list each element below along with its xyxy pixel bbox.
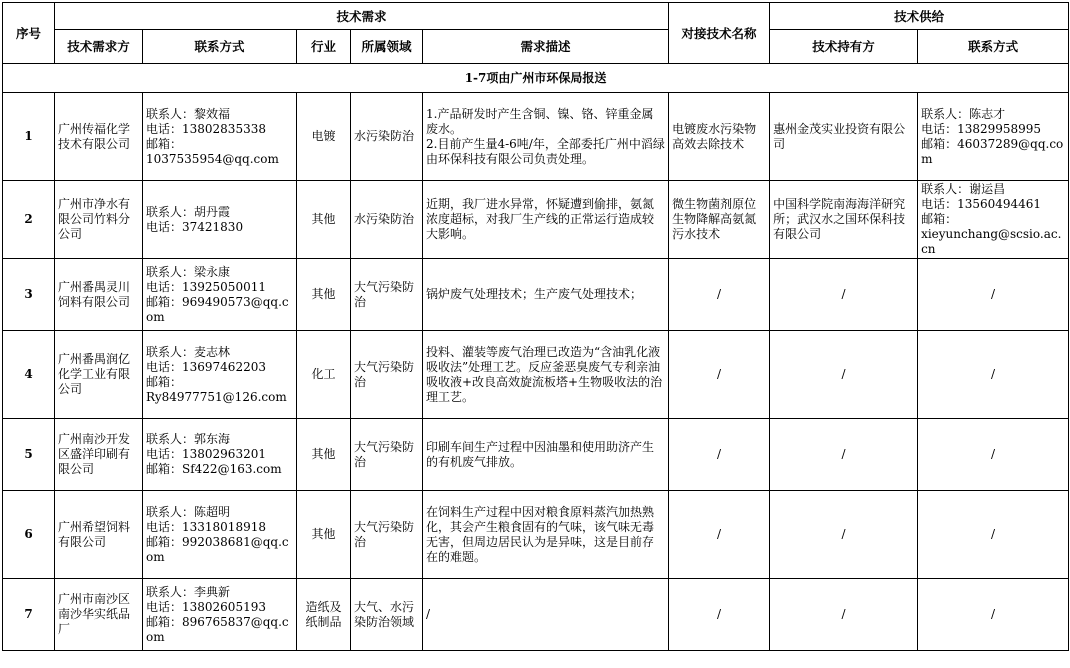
row-contact <box>143 331 297 419</box>
row-demander: 广州番禺润亿化学工业有限公司 <box>55 331 143 419</box>
row-holder: 中国科学院南海海洋研究所；武汉水之国环保科技有限公司 <box>770 181 918 259</box>
row-holder-contact-line: 电话：13560494461 <box>921 197 1042 211</box>
row-contact-line: 电话：13925050011 <box>146 279 266 294</box>
row-seq: 4 <box>3 331 55 419</box>
row-holder-contact-line: / <box>991 367 996 381</box>
row-holder-contact <box>918 181 1069 259</box>
row-description-line: 1.产品研发时产生含铜、镍、铬、锌重金属废水。 <box>426 106 654 136</box>
table-row <box>3 181 1069 259</box>
row-holder-contact-line: 联系人：陈志才 <box>921 106 1006 121</box>
row-holder-contact <box>918 579 1069 651</box>
row-description <box>423 331 669 419</box>
row-contact-line: 联系人：麦志林 <box>146 344 231 359</box>
row-matched-tech: / <box>669 331 770 419</box>
row-demander: 广州希望饲料有限公司 <box>55 491 143 579</box>
header-description: 需求描述 <box>423 30 669 64</box>
row-holder-contact-line: / <box>991 607 996 621</box>
row-holder: / <box>770 419 918 491</box>
row-matched-tech: / <box>669 491 770 579</box>
row-demander: 广州传福化学技术有限公司 <box>55 93 143 181</box>
row-contact-line: 邮箱：969490573@qq.com <box>146 294 289 324</box>
row-description-line: 在饲料生产过程中因对粮食原料蒸汽加热熟化，其会产生粮食固有的气味，该气味无毒无害，但周边居民认为是异味，这是目前存在的难题。 <box>426 504 655 564</box>
row-field: 大气、水污染防治领域 <box>351 579 423 651</box>
row-description <box>423 259 669 331</box>
row-holder-contact-line: 电话：13829958995 <box>921 121 1042 136</box>
header-industry: 行业 <box>297 30 351 64</box>
row-matched-tech: 微生物菌剂原位生物降解高氨氮污水技术 <box>669 181 770 259</box>
row-contact <box>143 419 297 491</box>
table-row <box>3 419 1069 491</box>
row-holder: / <box>770 579 918 651</box>
row-contact <box>143 259 297 331</box>
row-contact <box>143 181 297 259</box>
row-holder-contact-line: xieyunchang@scsio.ac.cn <box>921 227 1062 256</box>
row-field: 大气污染防治 <box>351 259 423 331</box>
header-supply-group: 技术供给 <box>770 3 1069 30</box>
row-contact-line: 电话：13802963201 <box>146 447 266 461</box>
row-holder-contact-line: 邮箱：46037289@qq.com <box>921 136 1064 166</box>
row-field: 水污染防治 <box>351 181 423 259</box>
row-description <box>423 93 669 181</box>
header-matched-tech: 对接技术名称 <box>669 3 770 64</box>
row-holder-contact-line: / <box>991 527 996 541</box>
row-contact-line: 邮箱：992038681@qq.com <box>146 534 289 564</box>
table-row <box>3 93 1069 181</box>
header-contact: 联系方式 <box>143 30 297 64</box>
row-contact-line: 邮箱： <box>146 136 183 151</box>
row-seq: 6 <box>3 491 55 579</box>
section-title: 1-7项由广州市环保局报送 <box>3 64 1069 93</box>
row-holder-contact-line: / <box>991 287 996 301</box>
row-holder: / <box>770 491 918 579</box>
row-field: 大气污染防治 <box>351 331 423 419</box>
row-contact-line: 邮箱： <box>146 374 183 389</box>
row-demander: 广州南沙开发区盛洋印刷有限公司 <box>55 419 143 491</box>
row-description <box>423 579 669 651</box>
header-demand-group: 技术需求 <box>55 3 669 30</box>
row-description <box>423 181 669 259</box>
row-contact <box>143 579 297 651</box>
row-holder-contact-line: / <box>991 447 996 461</box>
row-description-line: 印刷车间生产过程中因油墨和使用助济产生的有机废气排放。 <box>426 439 655 469</box>
row-description <box>423 491 669 579</box>
row-contact-line: 1037535954@qq.com <box>146 151 279 166</box>
row-contact-line: 联系人：陈超明 <box>146 504 231 519</box>
row-holder: 惠州金茂实业投资有限公司 <box>770 93 918 181</box>
row-demander: 广州番禺灵川饲料有限公司 <box>55 259 143 331</box>
row-description-line: / <box>426 607 431 621</box>
row-contact-line: 邮箱：896765837@qq.com <box>146 614 289 644</box>
row-contact-line: 电话：13802605193 <box>146 599 266 614</box>
row-contact-line: 电话：13697462203 <box>146 359 266 374</box>
row-industry: 电镀 <box>297 93 351 181</box>
row-seq: 3 <box>3 259 55 331</box>
row-seq: 7 <box>3 579 55 651</box>
row-industry: 造纸及纸制品 <box>297 579 351 651</box>
row-contact-line: 电话：13802835338 <box>146 121 266 136</box>
row-contact-line: 联系人：胡丹霞 <box>146 204 231 219</box>
row-contact-line: 电话：13318018918 <box>146 519 266 534</box>
row-holder-contact <box>918 93 1069 181</box>
header-seq: 序号 <box>3 3 55 64</box>
row-demander: 广州市净水有限公司竹料分公司 <box>55 181 143 259</box>
row-contact-line: 电话：37421830 <box>146 219 244 234</box>
table-row <box>3 579 1069 651</box>
row-holder-contact <box>918 331 1069 419</box>
row-field: 大气污染防治 <box>351 419 423 491</box>
row-contact <box>143 93 297 181</box>
row-description <box>423 419 669 491</box>
header-holder-contact: 联系方式 <box>918 30 1069 64</box>
row-matched-tech: / <box>669 579 770 651</box>
row-seq: 1 <box>3 93 55 181</box>
row-matched-tech: 电镀废水污染物高效去除技术 <box>669 93 770 181</box>
row-field: 水污染防治 <box>351 93 423 181</box>
row-matched-tech: / <box>669 419 770 491</box>
row-contact-line: 联系人：黎效福 <box>146 106 231 121</box>
row-description-line: 投料、灌装等废气治理已改造为“含油乳化液吸收法”处理工艺。反应釜恶臭废气专利亲油吸收液+改良高效旋流板塔+生物吸收法的治理工艺。 <box>426 344 663 404</box>
row-seq: 2 <box>3 181 55 259</box>
header-holder: 技术持有方 <box>770 30 918 64</box>
row-contact-line: 联系人：梁永康 <box>146 264 231 279</box>
row-contact-line: Ry84977751@126.com <box>146 389 287 404</box>
row-industry: 其他 <box>297 259 351 331</box>
header-demander: 技术需求方 <box>55 30 143 64</box>
table-row <box>3 259 1069 331</box>
row-holder-contact <box>918 491 1069 579</box>
row-seq: 5 <box>3 419 55 491</box>
row-industry: 其他 <box>297 491 351 579</box>
row-contact <box>143 491 297 579</box>
row-contact-line: 联系人：李典新 <box>146 584 231 599</box>
row-industry: 化工 <box>297 331 351 419</box>
row-matched-tech: / <box>669 259 770 331</box>
row-description-line: 锅炉废气处理技术；生产废气处理技术； <box>426 287 643 301</box>
header-field: 所属领域 <box>351 30 423 64</box>
row-contact-line: 联系人：郭东海 <box>146 432 231 446</box>
row-holder-contact <box>918 419 1069 491</box>
row-demander: 广州市南沙区南沙华实纸品厂 <box>55 579 143 651</box>
row-holder-contact-line: 邮箱： <box>921 212 958 226</box>
table-row <box>3 331 1069 419</box>
row-description-line: 近期，我厂进水异常，怀疑遭到偷排，氨氮浓度超标，对我厂生产线的正常运行造成较大影响。 <box>426 197 655 241</box>
row-holder-contact <box>918 259 1069 331</box>
tech-demand-table <box>2 2 1069 651</box>
row-industry: 其他 <box>297 419 351 491</box>
row-holder: / <box>770 331 918 419</box>
row-holder-contact-line: 联系人：谢运昌 <box>921 182 1006 196</box>
row-field: 大气污染防治 <box>351 491 423 579</box>
row-industry: 其他 <box>297 181 351 259</box>
row-contact-line: 邮箱：Sf422@163.com <box>146 462 282 476</box>
row-holder: / <box>770 259 918 331</box>
row-description-line: 2.目前产生量4-6吨/年，全部委托广州中滔绿由环保科技有限公司负责处理。 <box>426 136 665 166</box>
table-row <box>3 491 1069 579</box>
